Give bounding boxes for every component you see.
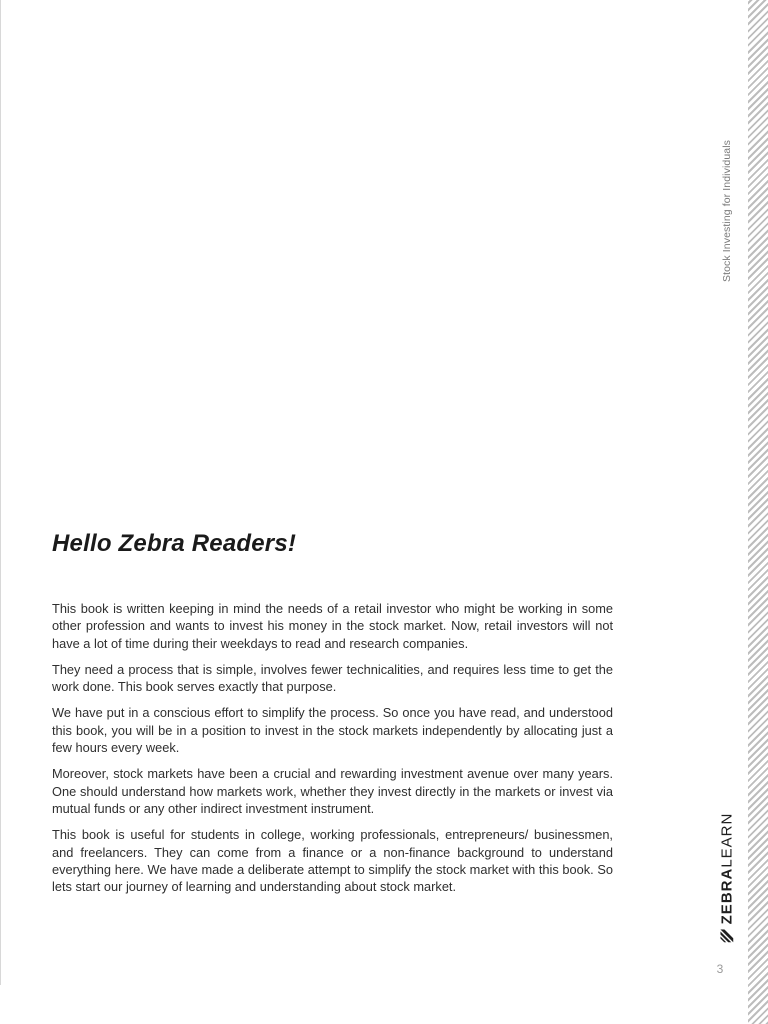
paragraph-2: They need a process that is simple, involves fewer technicalities, and requires less time to get the work done. This book serves exactly that purpose. — [52, 661, 613, 695]
body-text — [52, 600, 613, 904]
paragraph-4: Moreover, stock markets have been a crucial and rewarding investment avenue over many years. One should understand how markets work, whether they invest directly in the markets or invest via mutual funds or any other indirect investment instrument. — [52, 766, 613, 816]
left-edge-rule — [0, 0, 1, 985]
right-hatched-border — [748, 0, 768, 1024]
paragraph-5: This book is useful for students in college, working professionals, entrepreneurs/ businessmen, and freelancers. They can come from a finance or a non-finance background to understand everything here. We have made a deliberate attempt to simplify the stock market with this book. So lets start our journey of learning and understanding about stock market. — [52, 827, 613, 895]
running-book-title-text: Stock Investing for Individuals — [721, 139, 734, 283]
brand-name-bold: ZEBRA — [718, 867, 736, 924]
brand-logo-block — [712, 808, 742, 946]
page-number: 3 — [716, 962, 724, 976]
brand-name-light: LEARN — [718, 812, 736, 868]
paragraph-3: We have put in a conscious effort to simplify the process. So once you have read, and understood this book, you will be in a position to invest in the stock markets independently by allocating just a few hours every week. — [52, 705, 613, 756]
running-book-title — [718, 133, 736, 289]
paragraph-1: This book is written keeping in mind the needs of a retail investor who might be working in some other profession and wants to invest his money in the stock market. Now, retail investors will not have a lot of time during their weekdays to read and research companies. — [52, 601, 613, 651]
zebra-stripes-logo-icon — [721, 929, 734, 942]
page-heading: Hello Zebra Readers! — [52, 530, 297, 557]
